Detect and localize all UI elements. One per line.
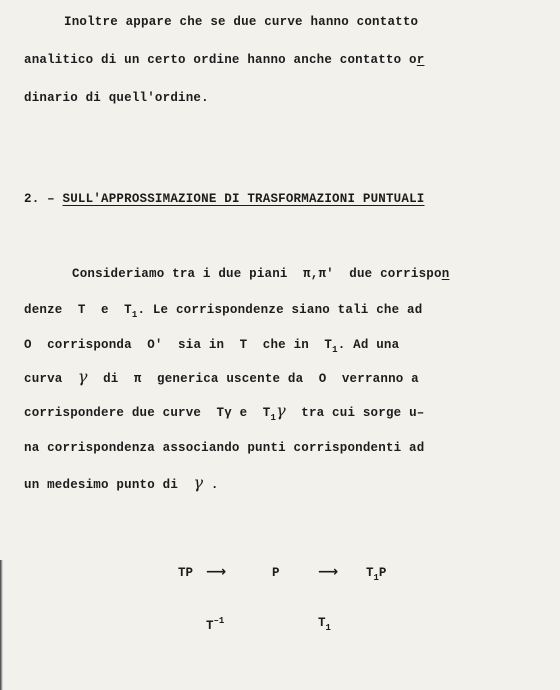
diagram-right-label: $T_1P$ [366,566,387,583]
paragraph2-line5: corrispondere due curve Tγ e $T_1\gamma$ tra cui sorge u– [24,401,425,423]
paragraph2-line4: curva γ di π generica uscente da O verranno a [24,367,419,386]
arrow-right-icon: ⟶ [318,564,339,580]
section-number: 2. – [24,192,55,206]
map-inverse-label: $T^{-1}$ [206,616,225,633]
map-t1-label: $T_1$ [318,616,331,633]
paragraph2-line2: denze T e $T_1$. Le corrispondenze siano tali che ad [24,303,423,320]
paragraph2-line1: Consideriamo tra i due piani π,π' due corrispon [72,267,450,281]
diagram-middle-label: P [272,566,280,580]
section-title: SULL'APPROSSIMAZIONE DI TRASFORMAZIONI PUNTUALI [62,192,425,206]
diagram-left-label: TP [178,566,194,580]
paragraph2-line7: un medesimo punto di γ . [24,473,219,492]
paragraph2-line3: O corrisponda O' sia in T che in $T_1$. Ad una [24,338,400,355]
paragraph1-line3: dinario di quell'ordine. [24,91,209,105]
paragraph1-line2: analitico di un certo ordine hanno anche contatto or [24,53,425,67]
gamma-symbol: γ [77,367,88,386]
scan-edge-shadow [0,560,3,690]
gamma-symbol: γ [193,473,204,492]
paragraph1-line1: Inoltre appare che se due curve hanno contatto [64,15,419,29]
section-heading [24,191,424,207]
arrow-right-icon: ⟶ [206,564,227,580]
paragraph2-line6: na corrispondenza associando punti corrispondenti ad [24,441,425,455]
